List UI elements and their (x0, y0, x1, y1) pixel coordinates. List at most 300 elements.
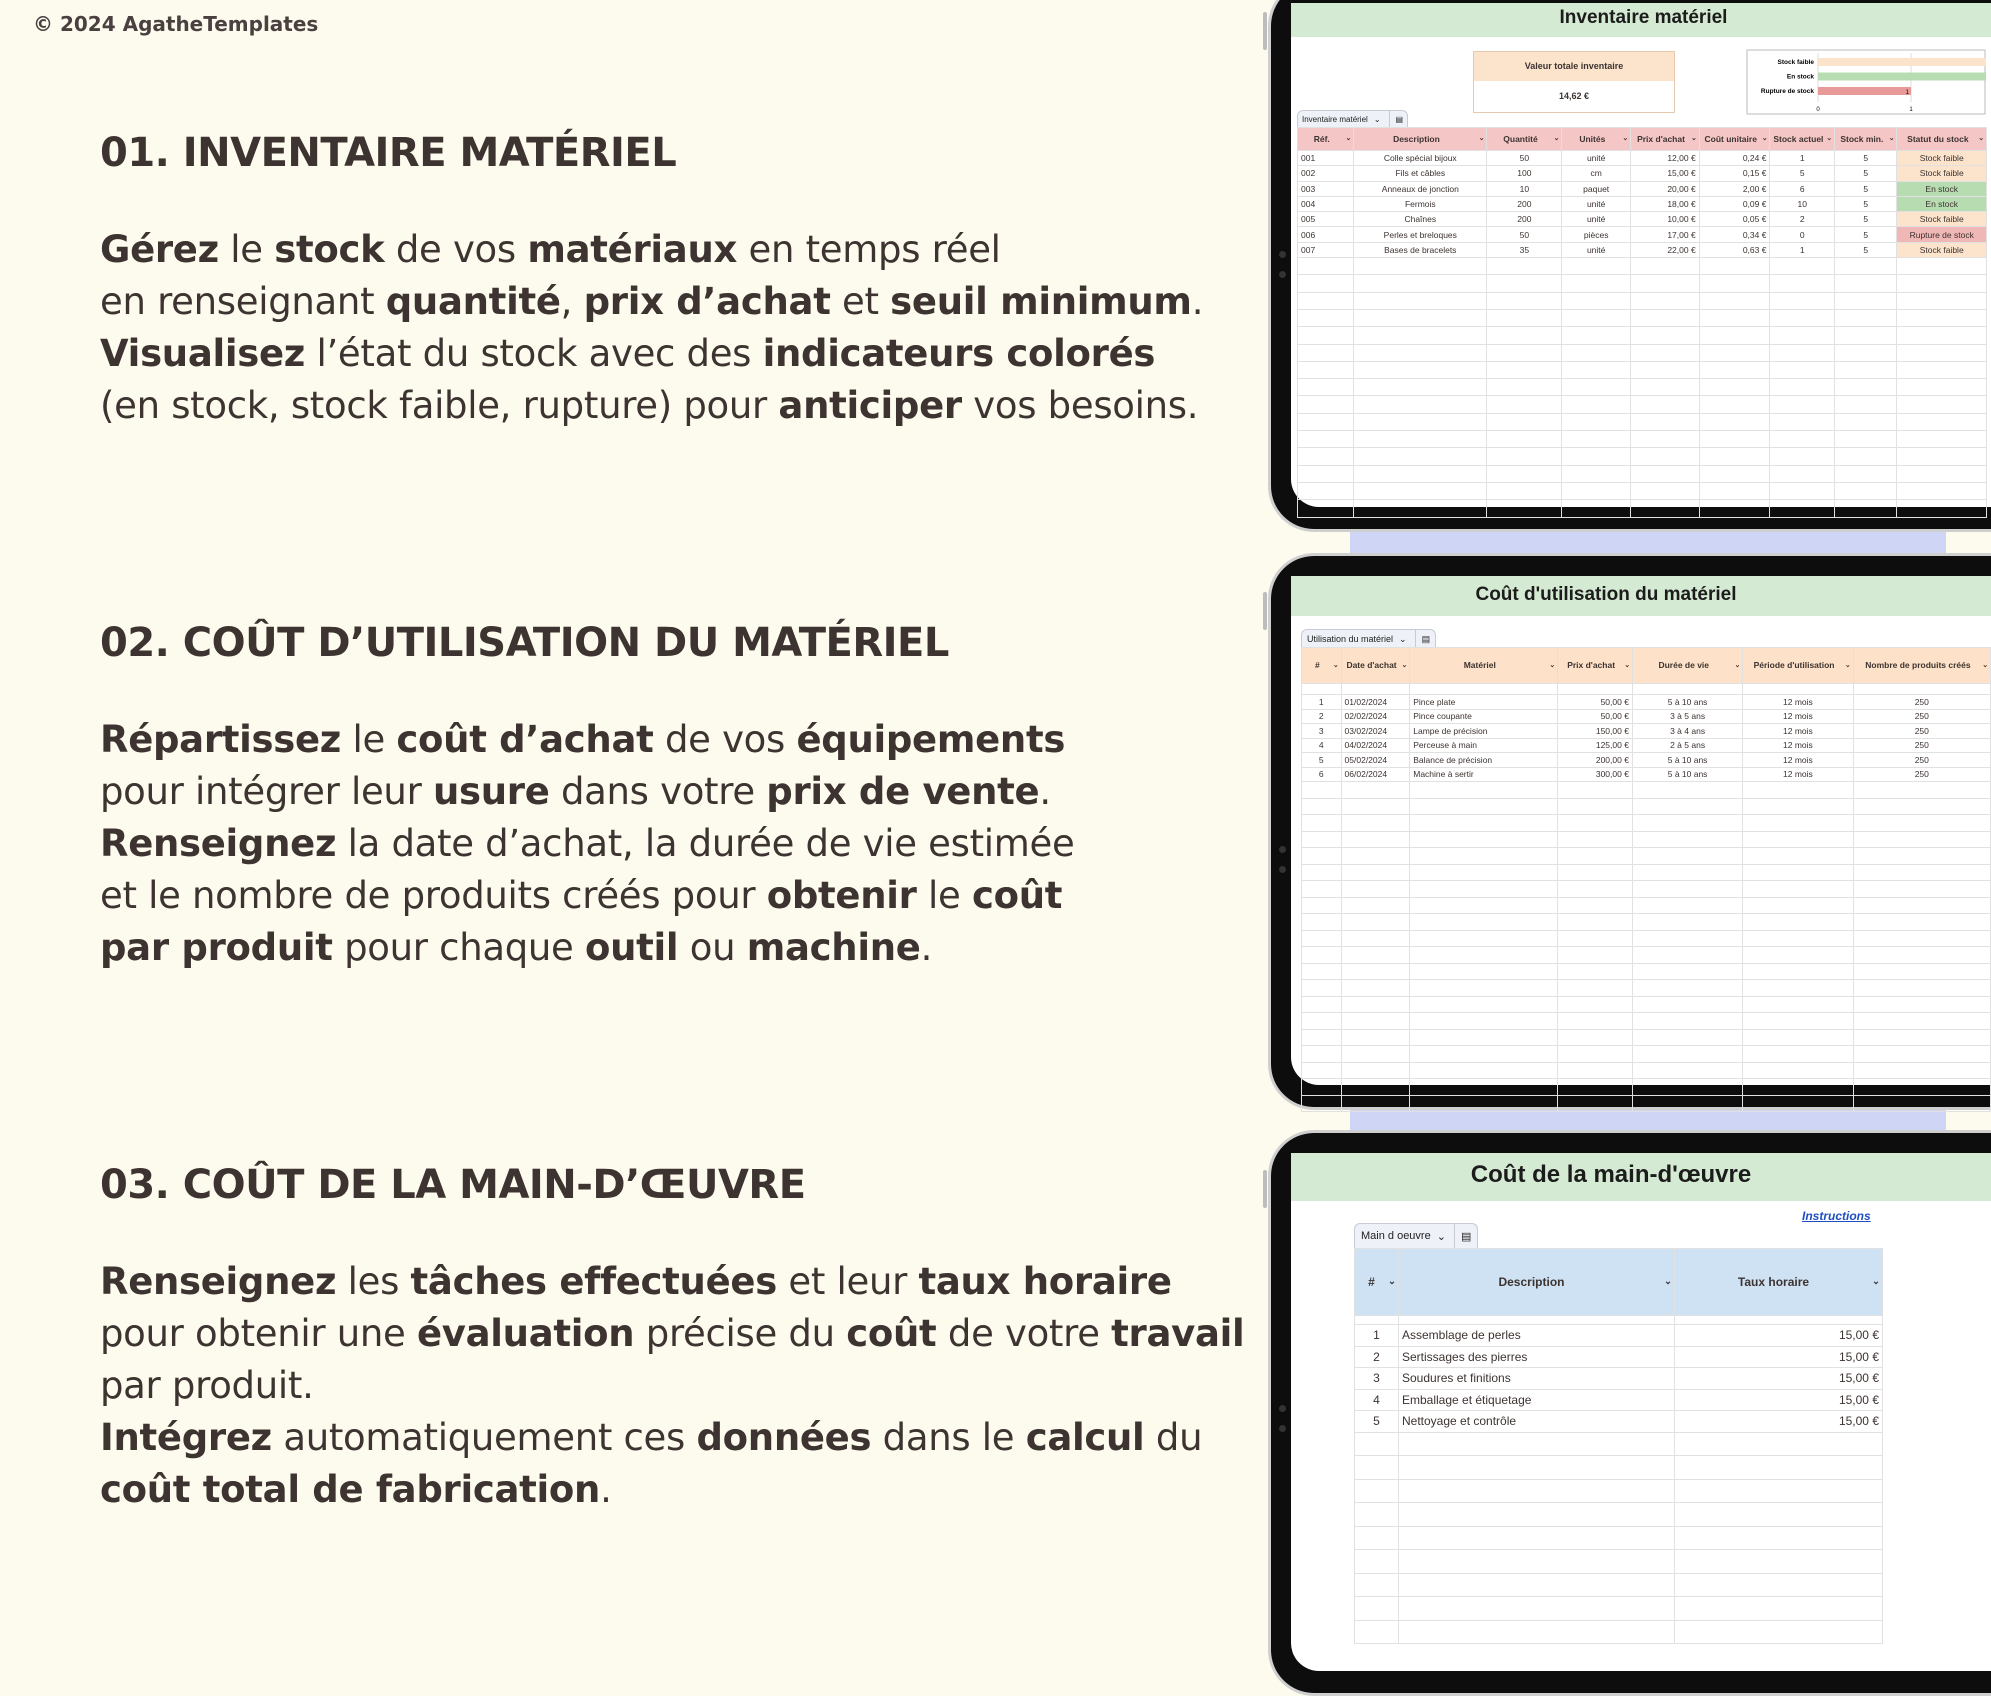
tablet-main-oeuvre (1268, 1130, 1991, 1696)
empty-cell (1834, 258, 1896, 275)
empty-cell (1743, 897, 1853, 914)
empty-row (1302, 864, 1991, 881)
table-cell[interactable]: 006 (1298, 227, 1354, 242)
table-cell[interactable]: 0 (1770, 227, 1835, 242)
empty-cell (1399, 1316, 1675, 1325)
table-cell[interactable]: 3 à 5 ans (1632, 709, 1742, 724)
empty-cell (1853, 963, 1990, 980)
header-row (1298, 128, 1987, 151)
table-cell[interactable]: Bases de bracelets (1354, 242, 1487, 257)
table-cell[interactable]: Chaînes (1354, 212, 1487, 227)
tab-label: Inventaire matériel (1302, 115, 1368, 124)
equipment-cost-table (1301, 647, 1991, 1112)
column-header[interactable] (1743, 648, 1853, 684)
empty-cell (1341, 1029, 1410, 1046)
empty-cell (1632, 864, 1742, 881)
empty-cell (1341, 930, 1410, 947)
table-cell[interactable]: 12 mois (1743, 753, 1853, 768)
table-cell[interactable]: 1 (1770, 242, 1835, 257)
empty-cell (1699, 482, 1770, 499)
table-cell[interactable]: Pince plate (1410, 695, 1558, 710)
empty-cell (1302, 914, 1342, 931)
table-cell[interactable]: Nettoyage et contrôle (1399, 1411, 1675, 1433)
empty-cell (1354, 344, 1487, 361)
empty-cell (1354, 482, 1487, 499)
table-cell[interactable]: 100 (1487, 166, 1562, 181)
column-header[interactable] (1834, 128, 1896, 151)
column-header[interactable] (1897, 128, 1987, 151)
emphasis-text: équipements (796, 718, 1066, 761)
column-header[interactable] (1341, 648, 1410, 684)
body-text: l’état du stock avec des (305, 332, 763, 375)
tab-calc-icon: ▤ (1454, 1224, 1471, 1248)
header-cell (1401, 1276, 1672, 1289)
empty-cell (1558, 897, 1633, 914)
table-cell[interactable]: Stock faible (1897, 151, 1987, 166)
body-text: vos besoins. (961, 384, 1199, 427)
body-text: le (916, 874, 972, 917)
table-cell[interactable]: 5 (1834, 212, 1896, 227)
total-value: 14,62 € (1474, 81, 1674, 111)
empty-cell (1699, 431, 1770, 448)
table-cell[interactable]: Perceuse à main (1410, 738, 1558, 753)
empty-cell (1558, 848, 1633, 865)
empty-cell (1355, 1503, 1399, 1527)
empty-cell (1897, 379, 1987, 396)
table-cell[interactable]: Anneaux de jonction (1354, 181, 1487, 196)
table-cell[interactable]: unité (1562, 196, 1631, 211)
empty-cell (1699, 309, 1770, 326)
instructions-link[interactable]: Instructions (1802, 1209, 1871, 1223)
empty-cell (1562, 482, 1631, 499)
empty-cell (1410, 1062, 1558, 1079)
header-label: Stock min. (1840, 133, 1884, 144)
table-cell[interactable]: 15,00 € (1675, 1346, 1883, 1368)
table-cell[interactable]: 5 à 10 ans (1632, 753, 1742, 768)
empty-cell (1743, 864, 1853, 881)
empty-row (1298, 309, 1987, 326)
table-cell[interactable]: 200 (1487, 196, 1562, 211)
table-cell[interactable]: 15,00 € (1675, 1368, 1883, 1390)
empty-cell (1558, 1013, 1633, 1030)
empty-cell (1298, 396, 1354, 413)
table-cell[interactable]: 50,00 € (1558, 695, 1633, 710)
empty-cell (1487, 465, 1562, 482)
empty-cell (1853, 1046, 1990, 1063)
empty-row (1302, 881, 1991, 898)
table-cell[interactable]: 12 mois (1743, 724, 1853, 739)
table-cell[interactable]: 12 mois (1743, 738, 1853, 753)
table-cell[interactable]: 2 (1302, 709, 1342, 724)
table-cell[interactable]: 12 mois (1743, 767, 1853, 782)
empty-cell (1487, 258, 1562, 275)
body-text: pour obtenir une (100, 1312, 417, 1355)
empty-cell (1699, 258, 1770, 275)
table-cell[interactable]: 5 (1770, 166, 1835, 181)
table-cell[interactable]: unité (1562, 151, 1631, 166)
table-cell[interactable]: 15,00 € (1675, 1389, 1883, 1411)
table-cell[interactable]: 5 (1834, 166, 1896, 181)
table-cell[interactable]: Soudures et finitions (1399, 1368, 1675, 1390)
column-header[interactable] (1699, 128, 1770, 151)
table-cell[interactable]: 0,24 € (1699, 151, 1770, 166)
table-cell[interactable]: 004 (1298, 196, 1354, 211)
body-text: ou (678, 926, 747, 969)
table-cell[interactable]: 150,00 € (1558, 724, 1633, 739)
table-cell[interactable]: 06/02/2024 (1341, 767, 1410, 782)
tab-label: Main d oeuvre (1361, 1230, 1431, 1242)
empty-cell (1675, 1573, 1883, 1597)
table-cell[interactable]: 5 à 10 ans (1632, 695, 1742, 710)
table-cell[interactable]: 1 (1355, 1325, 1399, 1347)
column-header[interactable] (1631, 128, 1700, 151)
empty-cell (1302, 996, 1342, 1013)
column-header[interactable] (1302, 648, 1342, 684)
table-cell[interactable]: Assemblage de perles (1399, 1325, 1675, 1347)
table-cell[interactable]: 2 (1770, 212, 1835, 227)
table-row (1302, 738, 1991, 753)
table-row (1298, 212, 1987, 227)
table-cell[interactable]: 005 (1298, 212, 1354, 227)
column-header[interactable] (1487, 128, 1562, 151)
table-cell[interactable]: cm (1562, 166, 1631, 181)
table-cell[interactable]: 0,63 € (1699, 242, 1770, 257)
table-cell[interactable]: Pince coupante (1410, 709, 1558, 724)
table-cell[interactable]: 1 (1302, 695, 1342, 710)
column-header[interactable] (1632, 648, 1742, 684)
column-header[interactable] (1562, 128, 1631, 151)
header-label: Nombre de produits créés (1865, 660, 1971, 671)
table-cell[interactable]: 250 (1853, 724, 1990, 739)
paragraph-line (100, 328, 1230, 380)
sensor-icon (1279, 866, 1286, 873)
header-label: Unités (1579, 133, 1606, 144)
table-cell[interactable]: 50,00 € (1558, 709, 1633, 724)
paragraph-line (100, 922, 1230, 974)
header-cell (1356, 135, 1484, 144)
empty-cell (1699, 396, 1770, 413)
table-row (1298, 166, 1987, 181)
empty-cell (1558, 1062, 1633, 1079)
empty-cell (1410, 914, 1558, 931)
body-text: les (336, 1260, 411, 1303)
paragraph-line (100, 1412, 1230, 1464)
empty-cell (1632, 914, 1742, 931)
table-cell[interactable]: 22,00 € (1631, 242, 1700, 257)
empty-cell (1558, 1095, 1633, 1112)
empty-cell (1558, 798, 1633, 815)
table-cell[interactable]: 007 (1298, 242, 1354, 257)
empty-row (1355, 1479, 1883, 1503)
empty-cell (1853, 947, 1990, 964)
table-cell[interactable]: Perles et breloques (1354, 227, 1487, 242)
empty-cell (1302, 831, 1342, 848)
header-label: Quantité (1503, 133, 1538, 144)
empty-cell (1743, 881, 1853, 898)
table-cell[interactable]: 12 mois (1743, 709, 1853, 724)
tab-utilisation-materiel[interactable] (1301, 629, 1436, 648)
table-cell[interactable]: Stock faible (1897, 212, 1987, 227)
empty-cell (1632, 782, 1742, 799)
empty-cell (1302, 947, 1342, 964)
empty-cell (1302, 897, 1342, 914)
empty-cell (1341, 815, 1410, 832)
chevron-down-icon: ⌄ (1761, 135, 1768, 143)
empty-row (1302, 1013, 1991, 1030)
empty-cell (1743, 963, 1853, 980)
empty-cell (1355, 1620, 1399, 1644)
empty-cell (1298, 258, 1354, 275)
table-cell[interactable]: 5 (1834, 242, 1896, 257)
table-cell[interactable]: 003 (1298, 181, 1354, 196)
empty-cell (1355, 1432, 1399, 1456)
empty-cell (1354, 431, 1487, 448)
empty-cell (1558, 930, 1633, 947)
empty-cell (1354, 309, 1487, 326)
paragraph-line (100, 766, 1230, 818)
table-cell[interactable]: 02/02/2024 (1341, 709, 1410, 724)
column-header[interactable] (1399, 1249, 1675, 1316)
table-cell[interactable]: 05/02/2024 (1341, 753, 1410, 768)
table-cell[interactable]: Sertissages des pierres (1399, 1346, 1675, 1368)
table-cell[interactable]: 15,00 € (1675, 1325, 1883, 1347)
table-cell[interactable]: 0,09 € (1699, 196, 1770, 211)
table-cell[interactable]: Stock faible (1897, 242, 1987, 257)
empty-row (1355, 1550, 1883, 1574)
table-cell[interactable]: 50 (1487, 151, 1562, 166)
table-cell[interactable]: 5 (1834, 196, 1896, 211)
empty-cell (1631, 482, 1700, 499)
body-text: par produit. (100, 1364, 314, 1407)
table-cell[interactable]: 10 (1770, 196, 1835, 211)
table-cell[interactable]: pièces (1562, 227, 1631, 242)
table-cell[interactable]: 1 (1770, 151, 1835, 166)
table-cell[interactable]: 0,05 € (1699, 212, 1770, 227)
empty-cell (1341, 1062, 1410, 1079)
empty-cell (1743, 815, 1853, 832)
table-cell[interactable]: 17,00 € (1631, 227, 1700, 242)
empty-cell (1853, 798, 1990, 815)
empty-cell (1632, 831, 1742, 848)
table-cell[interactable]: 3 (1355, 1368, 1399, 1390)
table-cell[interactable]: Rupture de stock (1897, 227, 1987, 242)
empty-cell (1834, 448, 1896, 465)
empty-cell (1562, 413, 1631, 430)
header-label: Prix d'achat (1567, 660, 1616, 671)
table-cell[interactable]: 0,34 € (1699, 227, 1770, 242)
empty-cell (1410, 815, 1558, 832)
empty-cell (1410, 947, 1558, 964)
table-cell[interactable]: 5 (1834, 181, 1896, 196)
emphasis-text: usure (432, 770, 550, 813)
empty-cell (1562, 361, 1631, 378)
empty-cell (1743, 798, 1853, 815)
table-cell[interactable]: 04/02/2024 (1341, 738, 1410, 753)
table-cell[interactable]: 200,00 € (1558, 753, 1633, 768)
empty-cell (1410, 864, 1558, 881)
labor-cost-table (1354, 1248, 1883, 1644)
table-cell[interactable]: 0,15 € (1699, 166, 1770, 181)
empty-cell (1770, 448, 1835, 465)
body-text: de vos (653, 718, 797, 761)
table-cell[interactable]: Fils et câbles (1354, 166, 1487, 181)
tab-calc-icon: ▤ (1389, 111, 1404, 128)
empty-cell (1302, 815, 1342, 832)
empty-cell (1699, 292, 1770, 309)
column-header[interactable] (1410, 648, 1558, 684)
table-cell[interactable]: Machine à sertir (1410, 767, 1558, 782)
emphasis-text: par produit (100, 926, 333, 969)
table-cell[interactable]: 01/02/2024 (1341, 695, 1410, 710)
table-cell[interactable]: 2,00 € (1699, 181, 1770, 196)
table-cell[interactable]: 250 (1853, 709, 1990, 724)
emphasis-text: coût d’achat (396, 718, 654, 761)
column-header[interactable] (1853, 648, 1990, 684)
table-cell[interactable]: 15,00 € (1631, 166, 1700, 181)
table-cell[interactable]: 15,00 € (1675, 1411, 1883, 1433)
table-cell[interactable]: 4 (1355, 1389, 1399, 1411)
table-cell[interactable]: paquet (1562, 181, 1631, 196)
table-cell[interactable]: 5 (1834, 227, 1896, 242)
empty-cell (1675, 1503, 1883, 1527)
x-tick-label: 0 (1816, 107, 1820, 113)
empty-cell (1699, 361, 1770, 378)
body-text: (en stock, stock faible, rupture) pour (100, 384, 779, 427)
table-row (1302, 724, 1991, 739)
column-header[interactable] (1354, 128, 1487, 151)
column-header[interactable] (1355, 1249, 1399, 1316)
emphasis-text: quantité (385, 280, 561, 323)
header-cell (1745, 661, 1850, 670)
table-cell[interactable]: unité (1562, 242, 1631, 257)
table-cell[interactable]: 001 (1298, 151, 1354, 166)
table-cell[interactable]: unité (1562, 212, 1631, 227)
table-cell[interactable]: 5 (1834, 151, 1896, 166)
table-cell[interactable]: 5 à 10 ans (1632, 767, 1742, 782)
empty-cell (1897, 465, 1987, 482)
table-cell[interactable]: 125,00 € (1558, 738, 1633, 753)
emphasis-text: indicateurs colorés (762, 332, 1156, 375)
body-text: automatiquement ces (271, 1416, 697, 1459)
table-cell[interactable]: 2 à 5 ans (1632, 738, 1742, 753)
empty-cell (1562, 465, 1631, 482)
emphasis-text: taux horaire (918, 1260, 1172, 1303)
table-cell[interactable]: 6 (1302, 767, 1342, 782)
empty-cell (1632, 1079, 1742, 1096)
emphasis-text: stock (274, 228, 385, 271)
empty-row (1302, 815, 1991, 832)
emphasis-text: coût total de fabrication (100, 1468, 601, 1511)
chevron-down-icon: ⌄ (1399, 633, 1407, 644)
table-cell[interactable]: 6 (1770, 181, 1835, 196)
header-label: Taux horaire (1737, 1274, 1810, 1289)
table-cell[interactable]: Lampe de précision (1410, 724, 1558, 739)
empty-row (1298, 275, 1987, 292)
table-cell[interactable]: Stock faible (1897, 166, 1987, 181)
table-row (1302, 767, 1991, 782)
table-cell[interactable]: 2 (1355, 1346, 1399, 1368)
column-header[interactable] (1675, 1249, 1883, 1316)
empty-cell (1699, 465, 1770, 482)
table-cell[interactable]: 250 (1853, 695, 1990, 710)
emphasis-text: obtenir (766, 874, 917, 917)
column-header[interactable] (1770, 128, 1835, 151)
table-cell[interactable]: En stock (1897, 196, 1987, 211)
empty-cell (1558, 684, 1633, 695)
table-cell[interactable]: 50 (1487, 227, 1562, 242)
empty-row (1355, 1620, 1883, 1644)
table-cell[interactable]: 12,00 € (1631, 151, 1700, 166)
empty-cell (1632, 798, 1742, 815)
table-cell[interactable]: 12 mois (1743, 695, 1853, 710)
empty-cell (1834, 309, 1896, 326)
table-cell[interactable]: En stock (1897, 181, 1987, 196)
empty-cell (1302, 684, 1342, 695)
empty-cell (1675, 1597, 1883, 1621)
empty-cell (1302, 980, 1342, 997)
column-header[interactable] (1558, 648, 1633, 684)
header-label: Description (1393, 133, 1440, 144)
empty-cell (1298, 309, 1354, 326)
emphasis-text: Renseignez (100, 822, 337, 865)
empty-cell (1341, 1046, 1410, 1063)
table-cell[interactable]: 250 (1853, 738, 1990, 753)
table-cell[interactable]: Fermois (1354, 196, 1487, 211)
empty-cell (1834, 465, 1896, 482)
table-cell[interactable]: 4 (1302, 738, 1342, 753)
emphasis-text: prix de vente (766, 770, 1040, 813)
chart-bar (1818, 87, 1911, 95)
table-cell[interactable]: 3 à 4 ans (1632, 724, 1742, 739)
body-text: en renseignant (100, 280, 386, 323)
tab-main-oeuvre[interactable] (1354, 1223, 1478, 1248)
empty-cell (1487, 327, 1562, 344)
header-cell (1635, 661, 1740, 670)
paragraph-line (100, 276, 1230, 328)
table-cell[interactable]: 5 (1302, 753, 1342, 768)
tab-inventaire-materiel[interactable] (1297, 110, 1408, 128)
table-cell[interactable]: 300,00 € (1558, 767, 1633, 782)
table-cell[interactable]: 35 (1487, 242, 1562, 257)
table-cell[interactable]: 03/02/2024 (1341, 724, 1410, 739)
empty-cell (1631, 379, 1700, 396)
empty-row (1355, 1573, 1883, 1597)
table-cell[interactable]: Colle spécial bijoux (1354, 151, 1487, 166)
tablet-side-button (1263, 1170, 1267, 1208)
table-cell[interactable]: Emballage et étiquetage (1399, 1389, 1675, 1411)
empty-cell (1355, 1597, 1399, 1621)
table-cell[interactable]: 002 (1298, 166, 1354, 181)
empty-cell (1631, 344, 1700, 361)
table-cell[interactable]: 20,00 € (1631, 181, 1700, 196)
table-cell[interactable]: 18,00 € (1631, 196, 1700, 211)
table-cell[interactable]: 3 (1302, 724, 1342, 739)
empty-cell (1354, 258, 1487, 275)
empty-cell (1298, 431, 1354, 448)
empty-cell (1834, 482, 1896, 499)
table-cell[interactable]: 250 (1853, 767, 1990, 782)
empty-cell (1631, 275, 1700, 292)
table-cell[interactable]: 5 (1355, 1411, 1399, 1433)
table-cell[interactable]: 250 (1853, 753, 1990, 768)
table-cell[interactable]: Balance de précision (1410, 753, 1558, 768)
header-label: Matériel (1463, 660, 1496, 671)
column-header[interactable] (1298, 128, 1354, 151)
table-cell[interactable]: 10 (1487, 181, 1562, 196)
table-cell[interactable]: 200 (1487, 212, 1562, 227)
tab-calc-icon: ▤ (1415, 630, 1431, 648)
table-cell[interactable]: 10,00 € (1631, 212, 1700, 227)
